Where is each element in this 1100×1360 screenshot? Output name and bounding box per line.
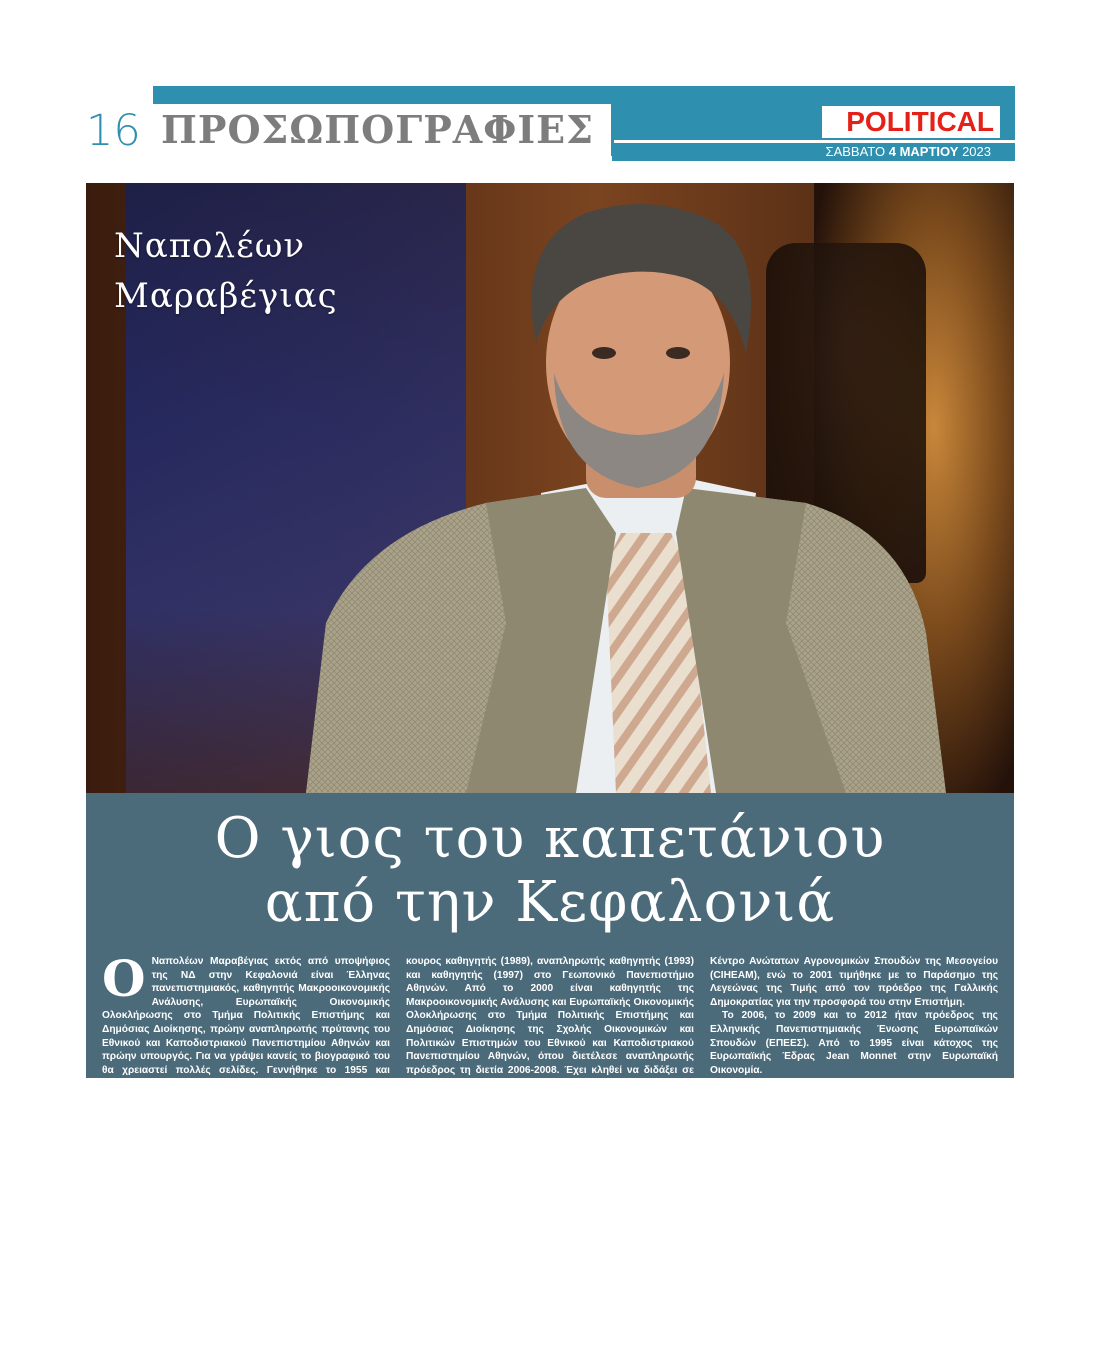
- date-bar: [612, 143, 1015, 161]
- article-paragraph: Διετέλεσε επίσης υπουργός Αγροτικής Ανάπτυξης στην Υπηρεσιακή Κυβέρνηση που συγκροτήθηκε το 2012 από μη πολιτικά πρόσωπα κοινής αποδοχής. Το συγγραφικό του έργο συγκροτείται από μονογραφίες, μελέτες, σχεδιάσεις και εκθέσεις ερευνητικών προγραμμάτων. Έχει δημοσιεύσει πολλά άρθρα σε ελληνικά και διεθνή επιστημονικά περιοδικά. Επίσης έχει επιμεληθεί συλλογικά συγγράμματα.: [710, 1078, 998, 1185]
- header-band: [153, 86, 1015, 104]
- section-title: ΠΡΟΣΩΠΟΓΡΑΦΙΕΣ: [161, 107, 594, 152]
- headline-line-2: από την Κεφαλονιά: [264, 870, 836, 935]
- dropcap: Ο: [102, 949, 146, 1008]
- article-column-1: [102, 949, 390, 1200]
- article-column-3: [710, 955, 998, 1186]
- date-day-month: 4 ΜΑΡΤΙΟΥ: [888, 144, 959, 159]
- article-paragraph: κουρος καθηγητής (1989), αναπληρωτής καθηγητής (1993) και καθηγητής (1997) στο Γεωπονικό Πανεπιστήμιο Αθηνών. Από το 2000 είναι καθηγητής της Μακροοικονομικής Ανάλυσης και Ευρωπαϊκής Οικονομικής Ολοκλήρωσης στο Τμήμα Πολιτικής Επιστήμης και Δημόσιας Διοίκησης της Σχολής Οικονομικών και Πολιτικών Επιστημών του Εθνικού και Καποδιστριακού Πανεπιστημίου Αθηνών, όπου διετέλεσε αναπληρωτής πρόεδρος τη διετία 2006-2008. Έχει κληθεί να διδάξει σε πολλά πανεπιστήμια της Ευρώπης, όπως της Γκρενόμπλ, της Οξφόρδης, του Παρισιού, του Μονπελιέ, της Βαλένθια και της Βουδαπέστης σε προπτυχιακό και μεταπτυχιακό επίπεδο.: [406, 956, 694, 1131]
- page-number: 16: [86, 106, 141, 156]
- article-paragraph: Εργάστηκε ως ερευνητής στο Ίδρυμα Μεσογειακών Μελετών (1985-1989) και στη συνέχεια εξελέγη επί-: [102, 1173, 390, 1199]
- portrait-person: [286, 203, 946, 793]
- article-body: [86, 949, 1014, 1199]
- publication-logo: POLITICAL: [846, 106, 994, 137]
- article-column-2: [406, 955, 694, 1200]
- section-title-box: [153, 104, 614, 156]
- profile-name: [114, 221, 338, 321]
- date-weekday: ΣΑΒΒΑΤΟ: [825, 144, 886, 159]
- article-paragraph: Από το 2015 ως το 2019 ήταν αναπληρωτής πρύτανης του Εθνικού και Καποδιστριακού Πανεπιστημίου Αθηνών. Από το 1999 ως το 2004 διετέλεσε πρόεδρος του Εθνικού Ιδρύματος Αγροτικής Έρευνας (ΕΘΙΑΓΕ) και το 2003-2004 εκπρόσωπος της Ελλάδας στο Διεθνές: [406, 1132, 694, 1199]
- article-paragraph: Το 2006, το 2009 και το 2012 ήταν πρόεδρος της Ελληνικής Πανεπιστημιακής Ένωσης Ευρωπαϊκών Σπουδών (ΕΠΕΕΣ). Από το 1995 είναι κάτοχος της Ευρωπαϊκής Έδρας Jean Monnet στην Ευρωπαϊκή Οικονομία.: [710, 1010, 998, 1076]
- issue-date: [826, 143, 991, 161]
- article-paragraph: Κέντρο Ανώτατων Αγρονομικών Σπουδών της Μεσογείου (CIHEAM), ενώ το 2001 τιμήθηκε με το Παράσημο της Λεγεώνας της Τιμής από τον πρόεδρο της Γαλλικής Δημοκρατίας για την προσφορά του στην Επιστήμη.: [710, 956, 998, 1008]
- profile-last-name: Μαραβέγιας: [114, 276, 338, 316]
- headline-line-1: Ο γιος του καπετάνιου: [214, 806, 886, 871]
- portrait-photo: [86, 183, 1014, 793]
- date-year: 2023: [962, 144, 991, 159]
- headline: [86, 807, 1014, 935]
- publication-logo-box: [822, 106, 1000, 138]
- profile-first-name: Ναπολέων: [114, 226, 306, 266]
- article-paragraph: Ναπολέων Μαραβέγιας εκτός από υποψήφιος της ΝΔ στην Κεφαλονιά είναι Έλληνας πανεπιστημιακός, καθηγητής Μακροοικονομικής Ανάλυσης, Ευρωπαϊκής Οικονομικής Ολοκλήρωσης στο Τμήμα Πολιτικής Επιστήμης και Δημόσιας Διοίκησης, πρώην αναπληρωτής πρύτανης του Εθνικού και Καποδιστριακού Πανεπιστημίου Αθηνών και πρώην υπουργός. Για να γράψει κανείς το βιογραφικό του θα χρειαστεί πολλές σελίδες. Γεννήθηκε το 1955 και κατάγεται από την Κεφαλονιά και τη Θεσπρωτία. Πήρε πτυχίο από το Τμήμα Οικονομικών Επιστημών του Πανεπιστημίου Αθηνών και συνέχισε τις σπουδές του στη Γαλλία, στο Πανεπιστήμιο της Γκρενόμπλ, από όπου απέκτησε DEA και Doctorat d'État (1983) με άριστα. Υπήρξε υπότροφος της Αγροτικής Τράπεζας και του Ιδρύματος ΑΣ Ωνάσης.: [102, 956, 390, 1171]
